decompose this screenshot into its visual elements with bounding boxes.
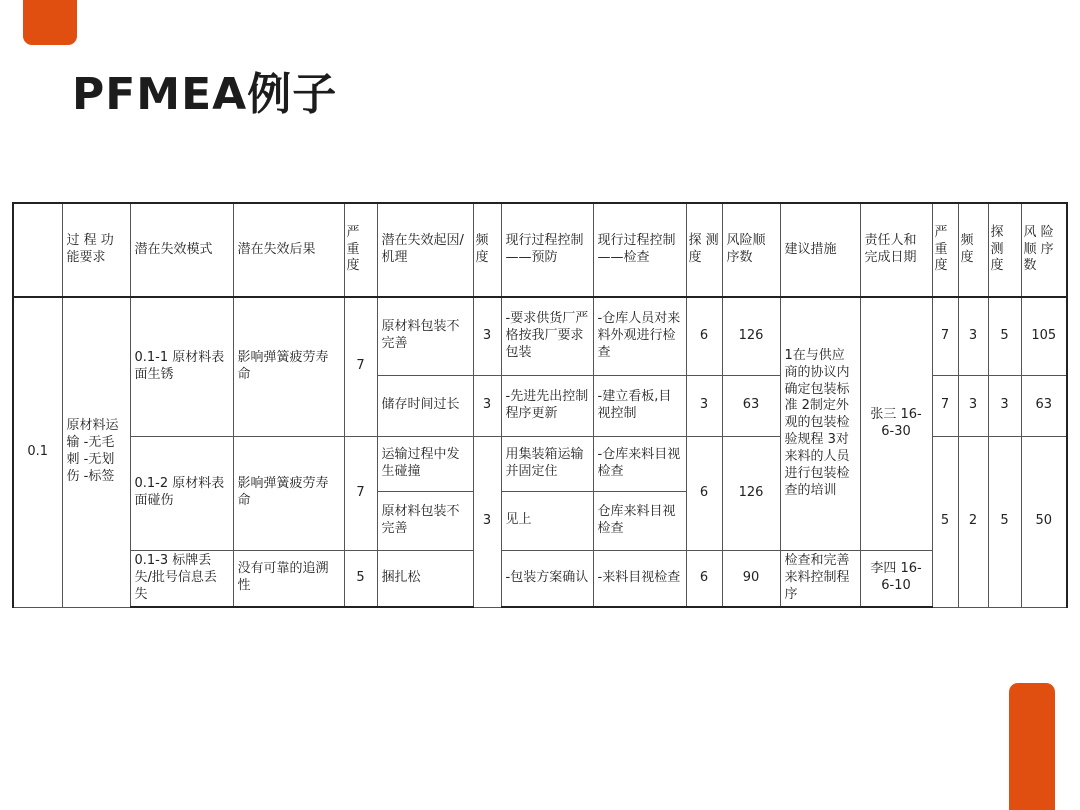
header-prevention: 现行过程控制——预防 [501, 203, 593, 297]
rpn2-1: 105 [1021, 297, 1067, 375]
header-severity: 严 重 度 [344, 203, 377, 297]
header-item [13, 203, 62, 297]
effect-2: 影响弹簧疲劳寿命 [233, 436, 344, 550]
cause-5: 捆扎松 [377, 550, 473, 607]
rpn2-3: 50 [1021, 436, 1067, 607]
detection-control-5: -来料目视检查 [593, 550, 686, 607]
failure-mode-1: 0.1-1 原材料表面生锈 [130, 297, 233, 436]
table-row [13, 550, 1067, 607]
effect-1: 影响弹簧疲劳寿命 [233, 297, 344, 436]
pfmea-table [12, 202, 1068, 608]
owner-main: 张三 16-6-30 [860, 297, 932, 550]
rpn-5: 90 [722, 550, 780, 607]
occurrence2-1: 3 [958, 297, 988, 375]
header-occurrence-2: 频 度 [958, 203, 988, 297]
detection2-2: 3 [988, 375, 1021, 436]
severity2-3: 5 [932, 436, 958, 607]
cause-1: 原材料包装不完善 [377, 297, 473, 375]
severity2-1: 7 [932, 297, 958, 375]
rpn2-2: 63 [1021, 375, 1067, 436]
severity-1: 7 [344, 297, 377, 436]
prevention-2: -先进先出控制程序更新 [501, 375, 593, 436]
detection-5: 6 [686, 550, 722, 607]
owner-2: 李四 16-6-10 [860, 550, 932, 607]
prevention-3: 用集装箱运输并固定住 [501, 436, 593, 491]
prevention-4: 见上 [501, 491, 593, 550]
rpn-2: 63 [722, 375, 780, 436]
header-action: 建议措施 [780, 203, 860, 297]
header-function: 过 程 功 能要求 [62, 203, 130, 297]
process-function: 原材料运输 -无毛刺 -无划伤 -标签 [62, 297, 130, 607]
top-accent-bar [23, 0, 77, 45]
detection2-3: 5 [988, 436, 1021, 607]
prevention-5: -包装方案确认 [501, 550, 593, 607]
detection-control-3: -仓库来料目视检查 [593, 436, 686, 491]
severity2-2: 7 [932, 375, 958, 436]
page-title: PFMEA例子 [72, 69, 338, 120]
detection-control-4: 仓库来料目视检查 [593, 491, 686, 550]
cause-2: 储存时间过长 [377, 375, 473, 436]
header-rpn: 风险顺序数 [722, 203, 780, 297]
severity-3: 5 [344, 550, 377, 607]
header-row [13, 203, 1067, 297]
header-owner: 责任人和完成日期 [860, 203, 932, 297]
header-rpn-2: 风 险 顺 序 数 [1021, 203, 1067, 297]
detection-2: 3 [686, 375, 722, 436]
detection-3: 6 [686, 436, 722, 550]
cause-3: 运输过程中发生碰撞 [377, 436, 473, 491]
header-effect: 潜在失效后果 [233, 203, 344, 297]
detection2-1: 5 [988, 297, 1021, 375]
header-cause: 潜在失效起因/机理 [377, 203, 473, 297]
detection-control-1: -仓库人员对来料外观进行检查 [593, 297, 686, 375]
recommended-action-2: 检查和完善来料控制程序 [780, 550, 860, 607]
occurrence-3: 3 [473, 436, 501, 607]
occurrence2-3: 2 [958, 436, 988, 607]
header-failure-mode: 潜在失效模式 [130, 203, 233, 297]
occurrence2-2: 3 [958, 375, 988, 436]
severity-2: 7 [344, 436, 377, 550]
detection-control-2: -建立看板,目视控制 [593, 375, 686, 436]
detection-1: 6 [686, 297, 722, 375]
header-detection-control: 现行过程控制——检查 [593, 203, 686, 297]
failure-mode-2: 0.1-2 原材料表面碰伤 [130, 436, 233, 550]
occurrence-2: 3 [473, 375, 501, 436]
recommended-action-main: 1在与供应商的协议内确定包装标准 2制定外观的包装检验规程 3对来料的人员进行包装检查的培训 [780, 297, 860, 550]
prevention-1: -要求供货厂严格按我厂要求包装 [501, 297, 593, 375]
rpn-3: 126 [722, 436, 780, 550]
item-number: 0.1 [13, 297, 62, 607]
table-row [13, 297, 1067, 375]
bottom-accent-bar [1009, 683, 1055, 810]
rpn-1: 126 [722, 297, 780, 375]
header-detection: 探 测 度 [686, 203, 722, 297]
cause-4: 原材料包装不完善 [377, 491, 473, 550]
failure-mode-3: 0.1-3 标牌丢失/批号信息丢失 [130, 550, 233, 607]
header-severity-2: 严 重 度 [932, 203, 958, 297]
header-detection-2: 探 测 度 [988, 203, 1021, 297]
occurrence-1: 3 [473, 297, 501, 375]
header-occurrence: 频 度 [473, 203, 501, 297]
effect-3: 没有可靠的追溯性 [233, 550, 344, 607]
